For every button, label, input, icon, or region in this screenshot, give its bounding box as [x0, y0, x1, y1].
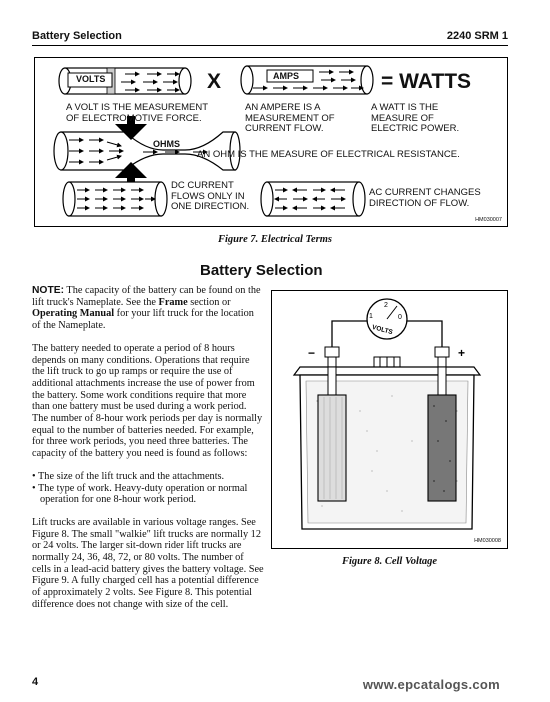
- section-title: Battery Selection: [200, 262, 323, 279]
- figure-electrical-terms: [34, 57, 508, 227]
- page-number: 4: [32, 676, 39, 688]
- header-manual-code: 2240 SRM 1: [446, 30, 508, 42]
- figure-cell-voltage: [271, 290, 508, 549]
- meter-label: VOLTS: [371, 323, 394, 337]
- meter-digit-1: 1: [369, 313, 373, 320]
- volts-tag: VOLTS: [76, 74, 106, 84]
- operating-manual-ref: Operating Manual: [32, 308, 115, 320]
- volt-definition: A VOLT IS THE MEASUREMENT OF ELECTROMOTIVE FORCE.: [66, 102, 209, 124]
- meter-digit-2: 2: [384, 302, 388, 309]
- ohms-tag: OHMS: [153, 139, 180, 149]
- ampere-definition: AN AMPERE IS A MEASUREMENT OF CURRENT FLOW.: [245, 102, 335, 134]
- dc-pipe-icon: [63, 182, 167, 216]
- voltmeter-icon: [367, 299, 407, 339]
- note-text-3: for your lift truck for the location of the Nameplate.: [32, 308, 254, 332]
- figure7-caption: Figure 7. Electrical Terms: [218, 234, 332, 245]
- cell-voltage-illustration: [272, 291, 507, 548]
- battery-needs-paragraph: The battery needed to operate a period of 8 hours depends on many conditions. Operations that require the lift truck to go up ramps or require the use of additional attachments increase the use of power from the battery. Some work conditions require that more than one battery must be used during a work period. The number of 8-hour work periods per day is normally equal to the number of batteries needed. For example, for three work periods, you need three batteries. The capacity of the battery you need is found as follows:: [32, 342, 263, 460]
- minus-sign: −: [308, 346, 316, 360]
- note-text-2: section or: [187, 296, 231, 308]
- ac-pipe-icon: [261, 182, 365, 216]
- note-text-1: The capacity of the battery can be found on the lift truck's Nameplate. See the: [32, 285, 261, 308]
- figure8-code: HM030008: [474, 538, 501, 544]
- note-paragraph: [32, 285, 264, 332]
- ac-definition: AC CURRENT CHANGES DIRECTION OF FLOW.: [369, 187, 481, 209]
- watts-sign: = WATTS: [381, 70, 472, 93]
- list-item: • The size of the lift truck and the attachments.: [32, 471, 264, 483]
- multiply-sign: X: [207, 70, 222, 93]
- meter-digit-0: 0: [398, 314, 402, 321]
- header-rule: [32, 45, 508, 46]
- list-item: • The type of work. Heavy-duty operation or normal operation for one 8-hour work period.: [32, 483, 264, 506]
- capacity-factors-list: [32, 471, 264, 506]
- watermark: www.epcatalogs.com: [362, 677, 500, 692]
- plus-sign: +: [458, 346, 466, 360]
- frame-ref: Frame: [158, 296, 188, 308]
- ohm-definition: AN OHM IS THE MEASURE OF ELECTRICAL RESISTANCE.: [197, 149, 460, 160]
- dc-definition: DC CURRENT FLOWS ONLY IN ONE DIRECTION.: [171, 180, 250, 212]
- note-label: NOTE:: [32, 285, 65, 296]
- watt-definition: A WATT IS THE MEASURE OF ELECTRIC POWER.: [371, 102, 460, 134]
- body-text: [32, 285, 264, 622]
- amps-tag: AMPS: [273, 71, 300, 81]
- amps-pipe-icon: [241, 66, 373, 94]
- header-section-title: Battery Selection: [32, 30, 122, 42]
- figure7-code: HM030007: [475, 217, 502, 223]
- voltage-ranges-paragraph: Lift trucks are available in various voltage ranges. See Figure 8. The small "walkie" lift trucks are normally 12 or 24 volts. The larger sit-down rider lift trucks are normally 24, 36, 48, 72, or 80 volts. The number of cells in a lead-acid battery gives the battery voltage. See Figure 9. A fully charged cell has a potential difference of approximately 2 volts. See Figure 8. This potential difference does not change with size of the cell.: [32, 516, 264, 610]
- figure8-caption: Figure 8. Cell Voltage: [341, 556, 438, 567]
